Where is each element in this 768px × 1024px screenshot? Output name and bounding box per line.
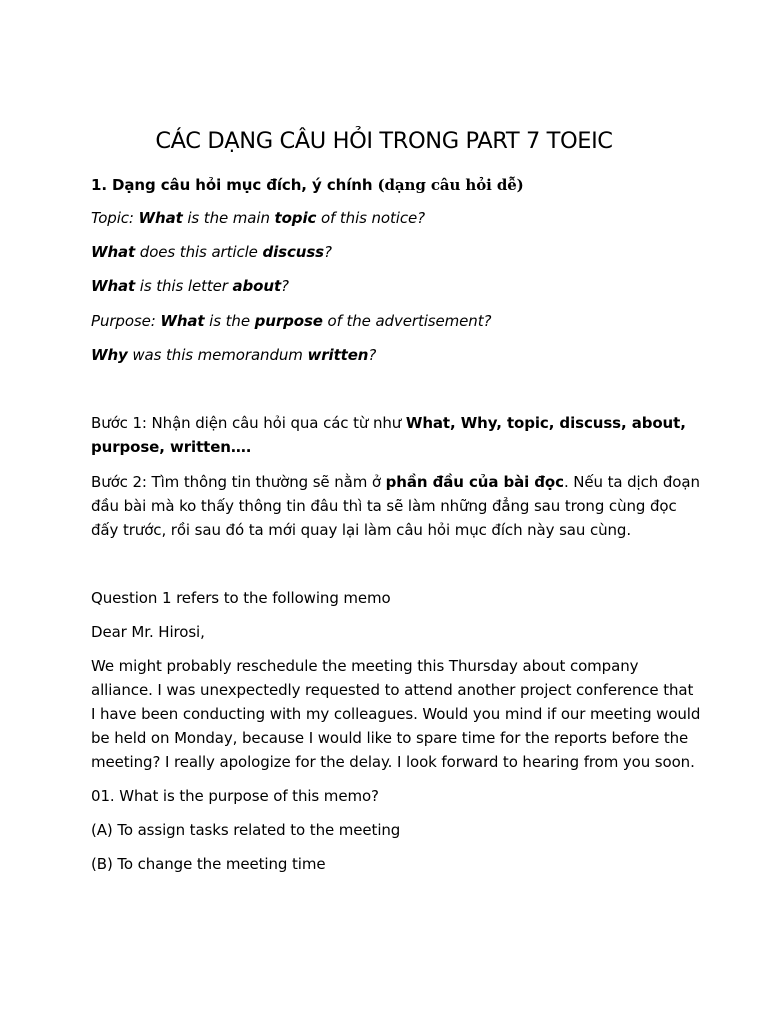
step2-line2: đầu bài mà ko thấy thông tin đâu thì ta sẽ làm những đẳng sau trong cùng đọc <box>91 497 677 515</box>
memo-line: be held on Monday, because I would like to spare time for the reports before the <box>91 729 689 747</box>
document-title: CÁC DẠNG CÂU HỎI TRONG PART 7 TOEIC <box>155 128 613 154</box>
step1-line2: purpose, written…. <box>91 438 252 456</box>
example-topic: Topic: What is the main topic of this notice? <box>91 209 425 227</box>
example-written: Why was this memorandum written? <box>91 346 377 364</box>
example-about: What is this letter about? <box>91 277 289 295</box>
memo-line: We might probably reschedule the meeting this Thursday about company <box>91 657 639 675</box>
section1-heading-main: 1. Dạng câu hỏi mục đích, ý chính <box>91 176 378 194</box>
question-intro: Question 1 refers to the following memo <box>91 589 391 607</box>
memo-line: alliance. I was unexpectedly requested to attend another project conference that <box>91 681 694 699</box>
section1-heading-note: (dạng câu hỏi dễ) <box>377 176 524 194</box>
answer-option-a: (A) To assign tasks related to the meeting <box>91 821 401 839</box>
memo-line: I have been conducting with my colleagues. Would you mind if our meeting would <box>91 705 701 723</box>
memo-greeting: Dear Mr. Hirosi, <box>91 623 205 641</box>
example-purpose: Purpose: What is the purpose of the advertisement? <box>91 312 492 330</box>
example-discuss: What does this article discuss? <box>91 243 332 261</box>
answer-option-b: (B) To change the meeting time <box>91 855 326 873</box>
step1-line1: Bước 1: Nhận diện câu hỏi qua các từ như What, Why, topic, discuss, about, <box>91 414 686 432</box>
step2-line1: Bước 2: Tìm thông tin thường sẽ nằm ở phần đầu của bài đọc. Nếu ta dịch đoạn <box>91 473 700 491</box>
memo-line: meeting? I really apologize for the delay. I look forward to hearing from you soon. <box>91 753 695 771</box>
step2-line3: đấy trước, rồi sau đó ta mới quay lại làm câu hỏi mục đích này sau cùng. <box>91 521 632 539</box>
question-text: 01. What is the purpose of this memo? <box>91 787 379 805</box>
section1-heading <box>91 173 708 197</box>
